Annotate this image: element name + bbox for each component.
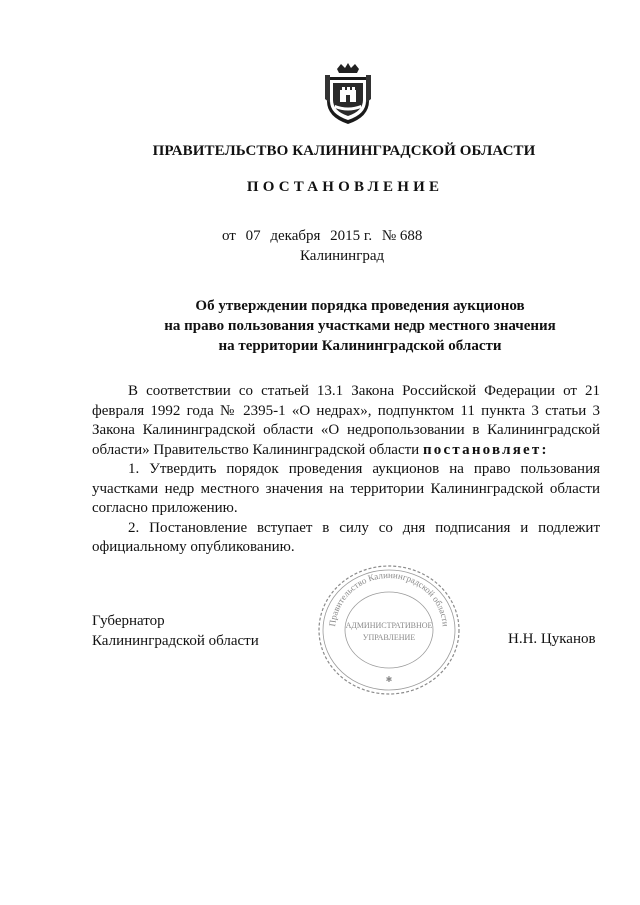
item-2-paragraph: 2. Постановление вступает в силу со дня подписания и подлежит официальному опубликованию. [92,519,600,555]
subject-line: Об утверждении порядка проведения аукционов [195,298,525,314]
preamble-paragraph [92,382,600,460]
document-subject [140,296,580,356]
document-number: № 688 [381,228,423,244]
seal-center-line-1: АДМИНИСТРАТИВНОЕ [345,621,433,630]
svg-text:✱: ✱ [385,675,393,684]
signatory-position [92,612,259,651]
signatory-name: Н.Н. Цуканов [508,631,596,647]
position-line: Калининградской области [92,632,259,649]
date-prefix: от [222,228,236,244]
city-name: Калининград [300,248,385,264]
government-title: ПРАВИТЕЛЬСТВО КАЛИНИНГРАДСКОЙ ОБЛАСТИ [152,143,536,159]
resolves-word: постановляет: [422,441,549,458]
seal-center-line-2: УПРАВЛЕНИЕ [362,633,416,642]
date-and-number-line [222,228,428,245]
preamble-text: В соответствии со статьей 13.1 Закона Российской Федерации от 21 февраля 1992 года № 2395-1 «О недрах», подпунктом 11 пункта 3 статьи 3 Закона Калининградской области «О недропользовании в Калининградской области» Правительство Калининградской области [92,383,600,458]
item-1-paragraph: 1. Утвердить порядок проведения аукционов на право пользования участками недр местного значения на территории Калининградской области согласно приложению. [92,461,600,516]
official-seal-icon [315,562,463,698]
document-body [92,382,600,558]
position-line: Губернатор [92,613,165,629]
subject-line: на территории Калининградской области [218,338,502,354]
subject-line: на право пользования участками недр местного значения [164,318,556,334]
document-type-heading: ПОСТАНОВЛЕНИЕ [246,179,444,195]
date-month: декабря [270,228,321,244]
kaliningrad-coat-of-arms-icon [323,63,373,125]
date-year: 2015 г. [330,228,373,244]
date-day: 07 [245,228,261,244]
seal-ring-text: Правительство Калининградской области [327,569,451,628]
